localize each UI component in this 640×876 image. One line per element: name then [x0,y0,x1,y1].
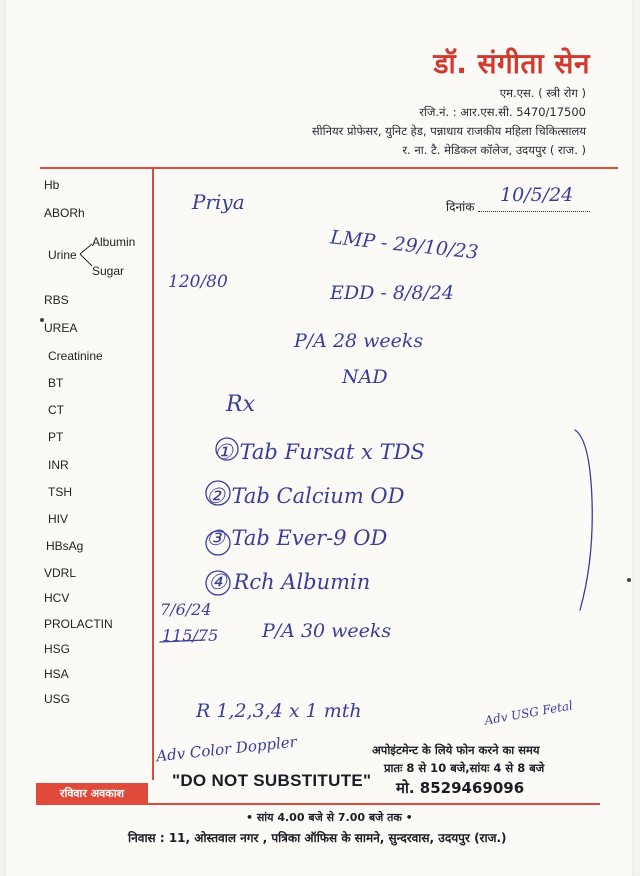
paper-mark [40,318,44,322]
test-hcv: HCV [44,591,70,605]
sunday-closed-label: रविवार अवकाश [59,786,125,800]
test-sugar: Sugar [92,264,125,278]
date-label: दिनांक [446,200,475,214]
designation: सीनियर प्रोफेसर, युनिट हेड, पन्नाधाय राजकीय महिला चिकित्सालय [311,124,586,138]
test-pt: PT [48,430,64,444]
test-usg: USG [44,692,71,706]
test-aborh: ABORh [44,206,85,220]
handwriting-final: R 1,2,3,4 x 1 mth [196,700,362,722]
do-not-substitute: "DO NOT SUBSTITUTE" [172,771,372,790]
appointment-title: अपोइंटमेन्ट के लिये फोन करने का समय [372,743,540,757]
test-inr: INR [48,458,69,472]
test-bt: BT [48,376,64,390]
handwriting-line-2: ② Tab Calcium OD [206,484,405,508]
sunday-closed-badge [36,783,148,803]
evening-timing: • सांय 4.00 बजे से 7.00 बजे तक • [246,811,413,824]
test-hsa: HSA [44,667,69,681]
handwriting-date: 10/5/24 [500,184,574,206]
test-creatinine: Creatinine [48,349,103,363]
handwriting-patient-name: Priya [192,190,245,214]
test-prolactin: PROLACTIN [44,617,113,631]
test-tsh: TSH [48,485,72,499]
test-urea: UREA [44,321,78,335]
handwriting-pa-2: P/A 30 weeks [262,620,392,642]
paper-mark [627,578,631,582]
test-hb: Hb [44,178,60,192]
handwriting-line-1: ① Tab Fursat x TDS [214,440,425,464]
test-vdrl: VDRL [44,566,77,580]
handwriting-line-3: ③ Tab Ever-9 OD [206,526,388,550]
doctor-qualification: एम.एस. ( स्त्री रोग ) [499,86,586,100]
test-urine: Urine [48,248,77,262]
test-ct: CT [48,403,64,417]
test-hiv: HIV [48,512,69,526]
doctor-name: डॉ. संगीता सेन [433,47,590,80]
registration-number: रजि.नं. : आर.एस.सी. 5470/17500 [419,105,586,119]
handwriting-followup-date: 7/6/24 [160,600,212,619]
test-rbs: RBS [44,293,69,307]
test-hsg: HSG [44,642,71,656]
handwriting-line-4: ④ Rch Albumin [208,570,371,594]
handwriting-followup-bp: 115/75 [162,626,219,645]
handwriting-advice: Adv USG Fetal [483,698,574,728]
residence-address: निवास : 11, ओस्तवाल नगर , पत्रिका ऑफिस के सामने, सुन्दरवास, उदयपुर (राज.) [128,831,507,845]
handwriting-color-doppler: Adv Color Doppler [155,732,298,766]
handwriting-nad: NAD [342,366,388,388]
handwriting-lmp: LMP - 29/10/23 [329,226,480,264]
handwriting-rx: Rx [226,392,255,417]
mobile-number: मो. 8529469096 [396,779,525,797]
handwriting-bp: 120/80 [168,272,228,292]
test-hbsag: HBsAg [46,539,84,553]
handwriting-edd: EDD - 8/8/24 [330,282,454,304]
college: र. ना. टै. मेडिकल कॉलेज, उदयपुर ( राज. ) [402,143,586,157]
handwriting-pa: P/A 28 weeks [294,330,424,352]
test-albumin: Albumin [92,235,136,249]
appointment-timing: प्रातः 8 से 10 बजे,सांयः 4 से 8 बजे [384,761,545,775]
